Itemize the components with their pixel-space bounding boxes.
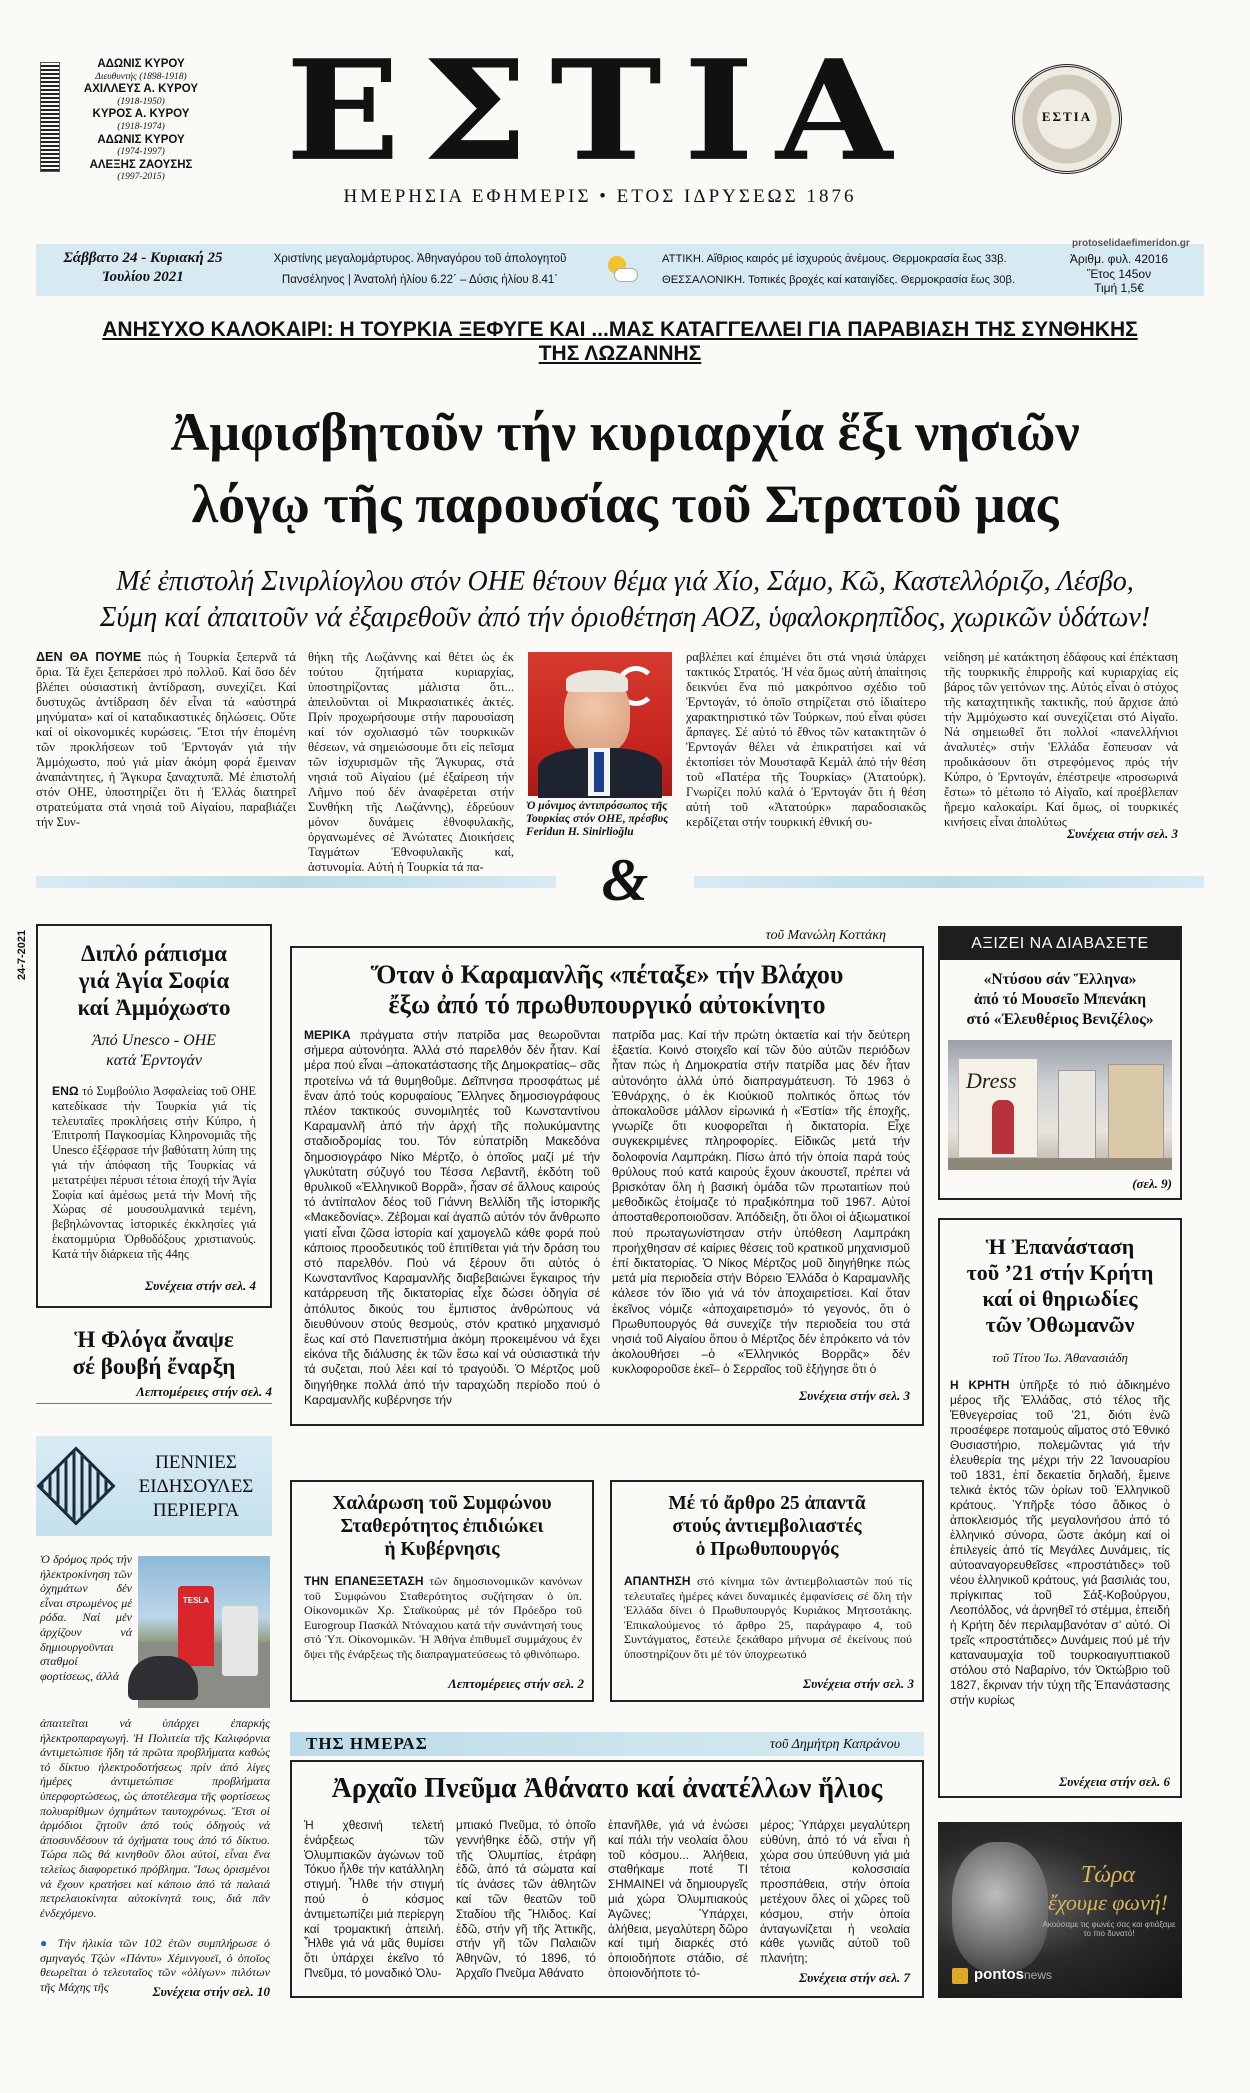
story-epanastasi-kriti[interactable] bbox=[938, 1218, 1182, 1798]
bullet-icon: ● bbox=[40, 1936, 58, 1950]
ad-brand: pontosnews bbox=[974, 1966, 1053, 1983]
pennies-label-2: ΕΙΔΗΣΟΥΛΕΣ bbox=[138, 1476, 254, 1497]
diplo-title-1: Διπλό ράπισμα bbox=[81, 941, 227, 966]
kriti-byline: τοῦ Τίτου Ἰω. Ἀθανασιάδη bbox=[992, 1350, 1128, 1365]
ad-headline-1: Τώρα bbox=[1080, 1862, 1136, 1888]
kriti-title-3: καί οἱ θηριωδίες bbox=[982, 1286, 1138, 1311]
lead-col-3-text: ραβλέπει καί ἐπιμένει ὅτι στά νησιά ὑπάρχει τακτικός Στρατός. Ἡ νέα ὅμως αὐτή ἀπαίτησις δεικνύει ἕνα πιό μακρόπνοο σχέδιο τοῦ Ἐρντογάν, τό ὁποῖο στηρίζεται στό ἰδιαίτερο χαρακτηριστικό τῶν Τούρκων, πού εἶναι φύσει ἅρπαγες. Σέ αὐτό τό ἔθνος τῶν κατακτητῶν ὁ Ἐρντογάν θέλει νά ἐπικρατήσει καί νά ἐκτοπίσει τόν Μουσταφᾶ Κεμάλ ἀπό τήν θέση τοῦ «Πατέρα τῆς Τουρκίας» (Ἀτατούρκ). Γνωρίζει πολύ καλά ὁ Ἐρντογάν ὅτι ἡ θέση αὐτή τοῦ «Ἀτατούρκ» παραδοσιακῶς κερδίζεται στήν τουρκική ἐθνική συ- bbox=[686, 650, 926, 829]
masthead-subtitle: ΗΜΕΡΗΣΙΑ ΕΦΗΜΕΡΙΣ • ΕΤΟΣ ΙΔΡΥΣΕΩΣ 1876 bbox=[343, 186, 857, 207]
pennies-bullet: ● Τήν ἡλικία τῶν 102 ἐτῶν συμπλήρωσε ὁ σμηναγός Τζών «Πάντυ» Χέμινγουεϊ, ὁ ὁποῖος θεωρεῖται ὁ τελευταῖος τῶν «ὀλίγων» πιλότων τῆς Μάχης τῆς bbox=[40, 1936, 270, 1994]
diplo-title-3: καί Ἀμμόχωστο bbox=[77, 995, 231, 1020]
founders-box bbox=[40, 62, 60, 172]
arthro-title-2: στούς ἀντιεμβολιαστές bbox=[672, 1516, 862, 1537]
diplo-body-text: τό Συμβούλιο Ἀσφαλείας τοῦ ΟΗΕ κατεδίκασε τήν Τουρκία γιά τίς τελευταῖες προκλήσεις στήν Κύπρο, ἡ Ἐπιτροπή Παγκοσμίας Κληρονομιᾶς τῆς Unesco ἐξέφρασε τήν βαθύτατη λύπη της γιά τήν ἀπόφαση τῆς Τουρκίας νά μετατρέψει πέρυσι τέτοια ἐποχή τήν Ἁγία Σοφία καί ἀμέσως μετά τήν Μονή τῆς Χώρας σέ μουσουλμανικά τεμένη, βεβηλώνοντας ἱστορικές ἐκκλησίες γιά ἑκατομμύρια Ὀρθοδόξους χριστιανούς. Κατά τήν διάρκεια τῆς 44ης bbox=[52, 1084, 256, 1261]
kriti-continued[interactable]: Συνέχεια στήν σελ. 6 bbox=[1059, 1774, 1170, 1789]
issue-info bbox=[1044, 252, 1194, 296]
karamanlis-continued[interactable]: Συνέχεια στήν σελ. 3 bbox=[799, 1388, 910, 1403]
lead-col-4-text: νείδηση μέ κατάκτηση ἐδάφους καί ἐπέκταση τῆς τουρκικῆς ἐπιρροῆς καί κυριαρχίας εἰς βάρος τῶν γειτόνων της. Αὐτός εἶναι ὁ στόχος τῆς καταχτητικῆς τακτικῆς, πού ἄρχισε ἀπό τήν Ἀμμόχωστο καί συνεχίζεται στό Αἰγαῖο. Νά σημειωθεῖ ὅτι πολλοί «πανελλήνιοι ἀναλυτές» στήν Ἑλλάδα ἔσπευσαν νά προδικάσουν ὅτι στρεφόμενος πρός τήν Κύπρο, ὁ Ἐρντογάν, ἐπέστρεψε «προσωρινά ἔστω» τό μέτωπο τό Αἰγαῖο, καί προέβλεπαν ἤρεμο καλοκαίρι. Καί ὅμως, οἱ τουρκικές κινήσεις εἶναι ἀπολύτως bbox=[944, 650, 1178, 829]
kriti-body: Η ΚΡΗΤΗ ὑπῆρξε τό πιό ἀδικημένο μέρος τῆς Ἑλλάδας, στό τέλος τῆς Ἐθνεγερσίας τοῦ ’21, διότι ἐνῶ προσέφερε ποταμούς αἵματος στό Ἐθνικό Θυσιαστήριο, πολεμῶντας γιά τήν ἐλευθερία της μέχρι τήν 22 Ἰανουαρίου τοῦ 1831, ἐπί δεκαετία δηλαδή, ἔμεινε τελικά ἐκτός τῶν ὁρίων τοῦ Ἑλληνικοῦ κράτους. Ὑπῆρξε τόσο ἄδικος ὁ ἀποκλεισμός τῆς μεγαλονήσου ἀπό τό ἑλληνικό σύνορα, ὥστε ἀκόμη καί οἱ ἐπιλεγείς ἀπό τίς Μεγάλες Δυνάμεις, τίς αὐτοαναγορευθεῖσες «προστάτιδες» τοῦ νέου ἑλληνικοῦ κράτους, γιά βασιλιάς του, πρίγκιπας τοῦ Σάξ-Κοβούργου, Λεοπόλδος, νά ἀρνηθεῖ τό στέμμα, ἐπειδή ἡ Κρήτη δέν περιλαμβανόταν σ’ αὐτό. Οἱ τρεῖς «προστάτιδες» Δυνάμεις πού μέ τήν καταναυμαχία τοῦ τουρκοαιγυπτιακοῦ στόλου στό Ναβαρίνο, τόν Ὀκτώβριο τοῦ 1827, ἔκριναν τήν τύχη τῆς Ἐπανάστασης στήν κυρίως bbox=[950, 1378, 1170, 1707]
karamanlis-col-2: πατρίδα μας. Καί τήν πρώτη ὀκταετία καί τήν δεύτερη ἑξαετία. Κοινό στοιχεῖο καί τῶν δύο αὐτῶν περιόδων ἦταν πώς ἡ Δημοκρατία στήν πατρίδα μας δέν ἦταν αὐτονόητο ἀλλά ὑπό διαπραγμάτευση. Τό 1963 ὁ Ἐθνάρχης, ὁ ἐκ Κιούκιοῦ πολιτικός ὅπως τόν ἀποκαλοῦσε μάλλον εἰρωνικά ἡ «Ἑστία» τῆς ἐποχῆς, γνωρίζε ὅτι κυοφορεῖται ἡ δικτατορία. Εἶχε συγκεκριμένες πληροφορίες. Εἰδικῶς μετά τήν δολοφονία Λαμπράκη. Πίσω ἀπό τήν ὁποία παρά τούς θρύλους πού κατά καιρούς ἔχουν ἀκουστεῖ, πρέπει νά βρισκόταν ὅλη ἡ βασική ὁμάδα τῶν πρωταιτίων πού μεθοδικῶς ἑτοίμαζε τό πραξικόπημα τοῦ 1967. Αὐτοί ἀποσταθεροποιοῦσαν. Ἀπόδειξη, ὅτι ὅλοι οἱ ἀξιωματικοί πού πρωταγωνίστησαν στήν ὑπόθεση Λαμπράκη προήχθησαν σέ καίριες θέσεις τοῦ κρατικοῦ μηχανισμοῦ ἐπί δικτατορίας. Ὁ Νίκος Μέρτζος μοῦ διηγήθηκε πώς μετά μία περιοδεία στήν Βόρειο Ἑλλάδα ὁ Καραμανλῆς κάλεσε τόν ἴδιο γιά νά τόν ἀποχαιρετίσει. Καί ὅταν ἐκεῖνος νόμιζε «ἀποχαιρετισμό» τό γεγονός, ὅτι ὁ Πρωθυπουργός θά συνεχίζε τήν περιοδεία του στά νησιά τοῦ Αἰγαίου ὅπου ὁ Μέρτζος δέν ἐπρόκειτο νά τόν ἀκολουθήσει –ὁ «Ἑλληνικός Βορρᾶς» δέν κυκλοφοροῦσε ἐκεῖ– ὁ Σερραῖος τοῦ ἐξήγησε ὅτι ὁ bbox=[612, 1028, 910, 1377]
lead-kicker: ΑΝΗΣΥΧΟ ΚΑΛΟΚΑΙΡΙ: Η ΤΟΥΡΚΙΑ ΞΕΦΥΓΕ ΚΑΙ ...ΜΑΣ ΚΑΤΑΓΓΕΛΛΕΙ ΓΙΑ ΠΑΡΑΒΙΑΣΗ ΤΗΣ ΣΥΝΘΗΚΗΣ ΤΗΣ ΛΩΖΑΝΝΗΣ bbox=[102, 318, 1138, 365]
symfono-body: ΤΗΝ ΕΠΑΝΕΞΕΤΑΣΗ τῶν δημοσιονομικῶν κανόνων τοῦ Συμφώνου Σταθερότητος συζήτησαν ὁ ὑπ. Οἰκονομικῶν Χρ. Σταϊκούρας μέ τόν Πρόεδρο τοῦ Eurogroup Πασκάλ Ντόναχιου κατά τήν συνάντησή τους στό Ὑπ. Οἰκονομικῶν. Ἡ Ἀθήνα ἐπιθυμεῖ συμμάχους ἐν ὄψει τῆς ἐνάρξεως τῆς διαπραγματεύσεως τό φθινόπωρο. bbox=[304, 1574, 583, 1661]
lead-col-4 bbox=[944, 650, 1178, 829]
lead-col-1-lead: ΔΕΝ ΘΑ ΠΟΥΜΕ bbox=[36, 650, 142, 664]
diplo-body-lead: ΕΝΩ bbox=[52, 1084, 79, 1098]
arthro-title-1: Μέ τό ἄρθρο 25 ἀπαντᾶ bbox=[668, 1493, 866, 1514]
pontos-ad[interactable] bbox=[938, 1822, 1182, 1998]
archaio-col-1: Ἡ χθεσινή τελετή ἐνάρξεως τῶν Ὀλυμπιακῶν ἀγώνων τοῦ Τόκυο ἦλθε τήν κατάλληλη στιγμή. Ἦλθε τήν στιγμή πού ὁ κόσμος ἀντιμετωπίζει μιά περίεργη καί τρομακτική ἀπειλή. Ἦλθε γιά νά μᾶς θυμίσει ὅτι ὑπάρχει ἐκεῖνο τό Πνεῦμα, τό μοναδικό Ὀλυ- bbox=[304, 1818, 444, 1980]
story-diplo-rapisma[interactable] bbox=[36, 924, 272, 1308]
separator-right bbox=[694, 876, 1204, 888]
archaio-continued[interactable]: Συνέχεια στήν σελ. 7 bbox=[799, 1970, 910, 1985]
seal-icon bbox=[1012, 64, 1122, 174]
kriti-title-1: Ἡ Ἐπανάσταση bbox=[985, 1234, 1135, 1259]
tesla-logo-text: TESLA bbox=[182, 1596, 210, 1605]
kriti-title-2: τοῦ ’21 στήν Κρήτη bbox=[966, 1260, 1154, 1285]
infobar-moon: Πανσέληνος | Ἀνατολή ἡλίου 6.22΄ – Δύσις ἡλίου 8.41΄ bbox=[281, 274, 559, 286]
lead-deck-2: Σύμη καί ἀπαιτοῦν νά ἐξαιρεθοῦν ἀπό τήν ὁριοθέτηση ΑΟΖ, ὑφαλοκρηπῖδος, χωρικῶν ὑδάτων! bbox=[99, 602, 1151, 633]
founders-list bbox=[66, 58, 216, 184]
symfono-continued[interactable]: Λεπτομέρειες στήν σελ. 2 bbox=[448, 1676, 584, 1691]
pennies-label-1: ΠΕΝΝΙΕΣ bbox=[155, 1452, 237, 1473]
lead-col-1-text: πώς ἡ Τουρκία ξεπερνᾶ τά ὅρια. Τά ἔχει ξεπεράσει πρό πολλοῦ. Καί ὅσο δέν βλέπει οὐσιαστική ἀντίδραση, συνεχίζει. Καί δυστυχῶς ἀντίδραση δέν εἶναι τά «αὐστηρά μηνύματα» καί οἱ καταδικαστικές δηλώσεις. Οὔτε καί οἱ οἰκονομικές κυρώσεις. Ἔτσι τήν ἑπομένη τῶν προκλήσεων τοῦ Ἐρντογάν γιά τήν Ἀμμόχωστο, πού γιά μίαν ἀκόμη φορά ἔμειναν ἀναπάντητες, ἡ Ἄγκυρα ξαναχτυπᾶ. Μέ ἐπιστολή στόν ΟΗΕ, ὑποστηρίζει ὅτι ἡ Ἑλλάς διατηρεῖ στρατεύματα στά νησιά τοῦ Αἰγαίου, παραβιάζει τήν Συν- bbox=[36, 650, 296, 829]
floga-title-2: σέ βουβή ἔναρξη bbox=[72, 1354, 236, 1379]
diplo-body bbox=[52, 1084, 256, 1276]
issue-year: Ἔτος 145ον bbox=[1086, 266, 1152, 281]
pennies-header bbox=[36, 1436, 272, 1536]
axizei-page[interactable]: (σελ. 9) bbox=[1132, 1176, 1172, 1191]
lead-headline-1: Ἀμφισβητοῦν τήν κυριαρχία ἕξι νησιῶν bbox=[170, 402, 1080, 462]
kriti-title-4: τῶν Ὀθωμανῶν bbox=[985, 1312, 1135, 1337]
founder-4: ΑΔΩΝΙΣ ΚΥΡΟΥ (1974-1997) bbox=[97, 133, 185, 158]
karamanlis-title-2: ἔξω ἀπό τό πρωθυπουργικό αὐτοκίνητο bbox=[388, 990, 826, 1019]
story-arthro25[interactable] bbox=[610, 1480, 924, 1702]
diplo-sub-2: κατά Ἐρντογάν bbox=[106, 1052, 202, 1069]
ad-headline-2: ἔχουμε φωνή! bbox=[1048, 1890, 1168, 1915]
watermark: protoselidaefimeridon.gr bbox=[1072, 238, 1190, 249]
lead-headline-2: λόγῳ τῆς παρουσίας τοῦ Στρατοῦ μας bbox=[191, 474, 1059, 534]
story-floga[interactable] bbox=[36, 1322, 272, 1404]
sidebar-date: 24-7-2021 bbox=[16, 929, 28, 980]
karamanlis-col-1-lead: ΜΕΡΙΚΑ bbox=[304, 1028, 351, 1042]
tesla-charger-photo bbox=[138, 1556, 270, 1708]
symfono-title-2: Σταθερότητος ἐπιδιώκει bbox=[340, 1516, 544, 1537]
tis-imeras-section: ΤΗΣ ΗΜΕΡΑΣ bbox=[306, 1734, 428, 1753]
lead-deck-1: Μέ ἐπιστολή Σινιρλίογλου στόν ΟΗΕ θέτουν θέμα γιά Χίο, Σάμο, Κῶ, Καστελλόριζο, Λέσβο, bbox=[116, 566, 1134, 597]
issue-number: Ἀριθμ. φυλ. 42016 bbox=[1069, 252, 1169, 266]
pennies-continued[interactable]: Συνέχεια στήν σελ. 10 bbox=[152, 1984, 270, 1999]
symfono-title-3: ἡ Κυβέρνησις bbox=[384, 1539, 500, 1560]
weather-icon bbox=[602, 254, 638, 286]
founder-3: ΚΥΡΟΣ Α. ΚΥΡΟΥ (1918-1974) bbox=[92, 108, 190, 132]
arthro-continued[interactable]: Συνέχεια στήν σελ. 3 bbox=[803, 1676, 914, 1691]
story-archaio-pnevma[interactable] bbox=[290, 1760, 924, 1998]
separator-left bbox=[36, 876, 556, 888]
lead-col-2-text: θήκη τῆς Λωζάννης καί θέτει ὡς ἐκ τούτου ζητήματα κυριαρχίας, ὑποστηρίζοντας μάλιστα ὅτι... ἀπειλοῦνται οἱ Μικρασιατικές ἀκτές. Πρίν προχωρήσουμε στήν παρουσίαση καί τόν σχολιασμό τῶν τουρκικῶν θέσεων, νά σημειώσουμε ὅτι εἰς πεῖσμα τῶν ἰσχυρισμῶν τῆς Ἄγκυρας, στά νησιά τοῦ Αἰγαίου (μέ ἐξαίρεση τήν Λῆμνο πού δέν ἀναφέρεται στήν Συνθήκη τῆς Λωζάννης), ἑδρεύουν μόνον δυνάμεις ἐθνοφυλακῆς, ὀργανωμένες σέ Ἀνώτατες Διοικήσεις Ταγμάτων Ἐθνοφυλακῆς καί, ἀστυνομία. Αὐτή ἡ Τουρκία τά πα- bbox=[308, 650, 514, 874]
ampersand: & bbox=[601, 847, 649, 913]
infobar-saints: Χριστίνης μεγαλομάρτυρος. Ἀθηναγόρου τοῦ ἀπολογητοῦ bbox=[273, 253, 567, 265]
ornament-icon bbox=[36, 1446, 115, 1525]
karamanlis-col-1: ΜΕΡΙΚΑ πράγματα στήν πατρίδα μας θεωροῦνται σήμερα αὐτονόητα. Ἀλλά στό παρελθόν δέν ἦταν. Καί μέρα πού εἶναι –ἀποκατάστασης τῆς Δημοκρατίας– σᾶς προτείνω νά τά θυμηθοῦμε. Δεῖπνησα προσφάτως μέ ἕναν ἀπό τούς κορυφαίους Ἕλληνες δημοσιογράφους πλέον τακτικούς συνομιλητές τοῦ Κωνσταντίνου Καραμανλῆ ἀπό τήν ἀρχή τῆς πολυκύμαντης σταδιοδρομίας του. Τόν εὐπατρίδη Μακεδόνα δημοσιογράφο Νίκο Μέρτζο, ὁ ὁποῖος μαζί μέ τήν γλυκύτατη σύζυγό του Τέσσα Λεβαντῆ, ἐκδότη τοῦ θρυλικοῦ «Ἑλληνικοῦ Βορρᾶ», ἦσαν σέ ἄλλους καιρούς τό ἀντίπαλον δέος τοῦ Γιάννη Βελλίδη τῆς ἱστορικῆς «Μακεδονίας». Ζέβομαι καί ἀγαπῶ αὐτόν τόν ἄνθρωπο γιατί εἶναι ζῶσα ἱστορία καί χαμογελῶ κάθε φορά πού κάποιος προοδευτικός τοῦ ἐπιτίθεται γιά τήν δράση του στό παρελθόν. Πού νά ξέρουν ὅτι αὐτός ὁ Κωνσταντῖνος Καραμανλῆς διαβεβαιώνει ἔγκαιρος τήν κατάρρευση τῆς δικτατορίας εἶχε δώσει ὁδηγία σέ ἀπόλυτος δικούς του ἔμπιστος ἀνθρώπους νά διευθύνουν στούς θεσμούς, στόν κρατικό μηχανισμό ἔως καί στό Πανεπιστήμια ἀκόμη προκειμένου νά ἔχει εἰκόνα τῆς διάλυσης ἐκ τῶν ἔσω καί νά οὐσιαστικά τήν τά συζεται, πού λέει καί τό τραγούδι. Ὁ Μέρτζος μοῦ διηγήθηκε πολλά ἀπό τήν ταραχώδη περίοδο πού ὁ Καραμανλῆς κυβέρνησε τήν bbox=[304, 1028, 600, 1407]
floga-continued[interactable]: Λεπτομέρειες στήν σελ. 4 bbox=[136, 1384, 272, 1399]
sinirlioglu-photo bbox=[528, 652, 672, 796]
tis-imeras-byline: τοῦ Δημήτρη Καπράνου bbox=[770, 1737, 900, 1752]
story-symfono[interactable] bbox=[290, 1480, 594, 1702]
seal-text: ΕΣΤΙΑ bbox=[1041, 109, 1093, 124]
archaio-title: Ἀρχαῖο Πνεῦμα Ἀθάνατο καί ἀνατέλλων ἥλιος bbox=[331, 1773, 883, 1804]
archaio-col-2: μπιακό Πνεῦμα, τό ὁποῖο γεννήθηκε ἐδῶ, στήν γῆ τῆς Ὀλυμπίας, ἐτράφη ἐδῶ, ἀπό τά σώματα καί τίς ἀνάσες τῶν ἀθλητῶν καί τῶν θεατῶν τοῦ Σταδίου τῆς Ἥλιδος. Καί ἐδῶ, στήν γῆ τῆς Ἀττικῆς, στήν γῆ τῶν Παλαιῶν Ἀθηνῶν, τό 1896, τό Ἀρχαῖο Πνεῦμα Ἀθάνατο bbox=[456, 1818, 596, 1980]
photo-caption: Ὁ μόνιμος ἀντιπρόσωπος τῆς Τουρκίας στόν ΟΗΕ, πρέσβυς Feridun H. Sinirlioğlu bbox=[526, 800, 669, 838]
archaio-col-4: μέρος; Ὑπάρχει μεγαλύτερη εὐθύνη, ἀπό τό νά εἶναι ἡ χώρα σου ὑπεύθυνη γιά μιά τέτοια κολοσσιαία προσπάθεια, στήν ὁποία μετέχουν ὅλες οἱ χῶρες τοῦ κόσμου, στήν ὁποία ἀνταγωνίζεται ἡ νεολαία κάθε γωνιᾶς αὐτοῦ τοῦ πλανήτη; bbox=[760, 1818, 910, 1966]
karamanlis-byline: τοῦ Μανώλη Κοττάκη bbox=[765, 928, 886, 943]
archaio-col-3: ἐπανῆλθε, γιά νά ἑνώσει καί πάλι τήν νεολαία ὅλου τοῦ κόσμου... Ἀλήθεια, σταθήκαμε ποτέ ΤΙ ΣΗΜΑΙΝΕΙ νά δημιουργεῖς μιά χώρα Ὀλυμπιακούς Ἀγῶνες; Ὑπάρχει, ἀλήθεια, μεγαλύτερη δῶρο καί τιμή διαρκές στό ὁποιοδήποτε στάδιο, σέ ὁποιονδήποτε τό- bbox=[608, 1818, 748, 1980]
axizei-label: ΑΞΙΖΕΙ ΝΑ ΔΙΑΒΑΣΕΤΕ bbox=[940, 928, 1180, 960]
founder-2: ΑΧΙΛΛΕΥΣ Α. ΚΥΡΟΥ (1918-1950) bbox=[83, 83, 199, 107]
arthro-title-3: ὁ Πρωθυπουργός bbox=[695, 1539, 839, 1560]
arthro-body: ΑΠΑΝΤΗΣΗ στό κίνημα τῶν ἀντιεμβολιαστῶν πού τίς τελευταῖες ἡμέρες κάνει δυναμικές ἐμφανίσεις σέ ὅλη τήν Ἑλλάδα δίνει ὁ Πρωθυπουργός Κυριάκος Μητσοτάκης. Ἐπικαλούμενος τό ἄρθρο 25, παράγραφο 4, τοῦ Συντάγματος, ἔστειλε ξεκάθαρο μήνυμα σέ ἐκείνους πού ὑποστηρίζουν ὅτι μέ τόν ὑποχρεωτικό bbox=[624, 1574, 912, 1661]
axizei-title-3: στό «Ἐλευθέριος Βενιζέλος» bbox=[966, 1011, 1154, 1028]
axizei-title-2: ἀπό τό Μουσεῖο Μπενάκη bbox=[973, 991, 1147, 1008]
founder-5: ΑΛΕΞΗΣ ΖΑΟΥΣΗΣ (1997-2015) bbox=[89, 158, 193, 183]
story-karamanlis[interactable] bbox=[290, 946, 924, 1426]
pennies-narrow-text: Ὁ δρόμος πρός τήν ἠλεκτροκίνηση τῶν ὀχημάτων δέν εἶναι στρωμένος μέ ρόδα. Ναί μέν ἀρχίζουν νά δημιουργοῦνται σταθμοί φορτίσεως, ἀλλά bbox=[40, 1552, 132, 1683]
diplo-title-2: γιά Ἁγία Σοφία bbox=[78, 968, 230, 993]
price: Τιμή 1,5€ bbox=[1094, 281, 1144, 295]
pontos-logo-icon bbox=[952, 1968, 968, 1984]
pennies-body: ἀπαιτεῖται νά ὑπάρχει ἐπαρκής ἠλεκτροπαραγωγή. Ἡ Πολιτεία τῆς Καλιφόρνια ἀντιμετώπισε ἤδη τά πρῶτα προβλήματα καθώς τό δίκτυο ἠλεκτροδοτήσεως πρίν ἀπό λίγες ἡμέρες ἀντιμετώπισε προβλήματα ὑπερφορτώσεως, ὡς ἀποτέλεσμα τῆς φορτίσεως πολυαρίθμων ὀχημάτων ταυτοχρόνως. Ἔτσι οἱ ἁρμόδιοι ζητοῦν ἀπό τούς ὁδηγούς νά ἀποσυνδέσουν τά ὀχήματα τους ἀπό τό δίκτυο. Τώρα πῶς θά κινηθοῦν ὅλοι αὐτοί, εἶναι ἕνα τελείως διαφορετικό πρόβλημα. Ἴσως ὁρισμένοι νά ἔχουν κρατήσει καί κάποιο ἀπό τά παλαιά πετρελαιοκίνητα αὐτοκίνητά τους, διά πᾶν ἐνδεχόμενο. bbox=[40, 1716, 270, 1920]
story-axizei[interactable] bbox=[938, 926, 1182, 1200]
diplo-continued[interactable]: Συνέχεια στήν σελ. 4 bbox=[145, 1278, 256, 1293]
floga-title-1: Ἡ Φλόγα ἄναψε bbox=[74, 1327, 234, 1352]
weather-attica: ΑΤΤΙΚΗ. Αἴθριος καιρός μέ ἰσχυρούς ἀνέμους. Θερμοκρασία ἕως 33β. bbox=[662, 253, 1007, 265]
lead-continued: Συνέχεια στήν σελ. 3 bbox=[1067, 826, 1178, 841]
pennies-label-3: ΠΕΡΙΕΡΓΑ bbox=[152, 1500, 240, 1521]
diplo-sub-1: Ἀπό Unesco - ΟΗΕ bbox=[92, 1032, 216, 1049]
infobar-date: Σάββατο 24 - Κυριακή 25 Ἰουλίου 2021 bbox=[63, 250, 223, 285]
lead-col-1 bbox=[36, 650, 296, 840]
ad-tagline: Ακούσαμε τις φωνές σας και φτιάξαμε το πιο δυνατό! bbox=[1042, 1920, 1176, 1938]
lead-col-3 bbox=[686, 650, 926, 829]
museum-photo-text: Dress bbox=[966, 1068, 1017, 1093]
karamanlis-title-1: Ὅταν ὁ Καραμανλῆς «πέταξε» τήν Βλάχου bbox=[370, 960, 844, 989]
lead-col-2 bbox=[308, 650, 514, 874]
weather-thessaloniki: ΘΕΣΣΑΛΟΝΙΚΗ. Τοπικές βροχές καί καταιγίδες. Θερμοκρασία ἕως 30β. bbox=[662, 274, 1016, 286]
founder-1: ΑΔΩΝΙΣ ΚΥΡΟΥ Διευθυντής (1898-1918) bbox=[95, 58, 187, 82]
masthead-title: ΕΣΤΙΑ bbox=[285, 30, 915, 192]
symfono-title-1: Χαλάρωση τοῦ Συμφώνου bbox=[332, 1493, 552, 1514]
museum-photo bbox=[948, 1040, 1172, 1170]
axizei-title-1: «Ντύσου σάν Ἕλληνα» bbox=[983, 971, 1137, 988]
